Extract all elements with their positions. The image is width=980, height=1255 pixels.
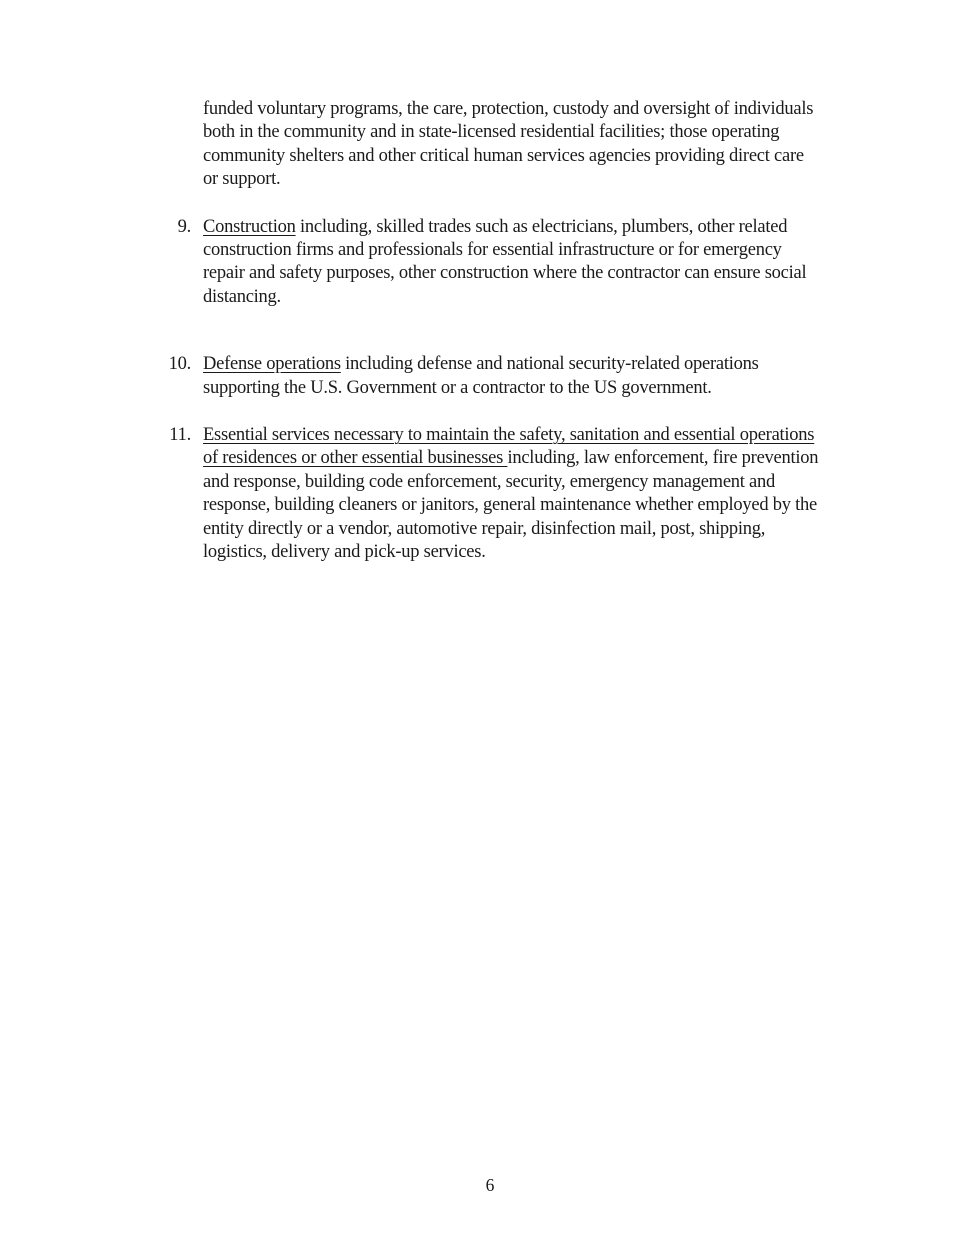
page-number: 6 (485, 1175, 495, 1195)
text-line (203, 121, 903, 144)
text-segment: construction firms and professionals for essential infrastructure or for emergency (203, 240, 782, 261)
underlined-text: Defense operations (203, 354, 341, 375)
intro-paragraph (203, 98, 903, 192)
text-segment: logistics, delivery and pick-up services. (203, 542, 486, 563)
text-line (203, 168, 903, 191)
text-line (203, 353, 903, 376)
text-line (203, 286, 903, 309)
text-segment: entity directly or a vendor, automotive repair, disinfection mail, post, shipping, (203, 518, 766, 539)
list-item-number: 9. (177, 216, 191, 237)
text-segment: or support. (203, 169, 281, 190)
text-line (203, 494, 903, 517)
text-line (203, 471, 903, 494)
text-line (203, 541, 903, 564)
text-line (203, 424, 903, 447)
text-line (203, 518, 903, 541)
text-segment: including defense and national security-related operations (340, 354, 759, 375)
text-segment: funded voluntary programs, the care, protection, custody and oversight of individuals (203, 99, 814, 119)
text-line (203, 377, 903, 400)
text-line (203, 145, 903, 168)
text-line (203, 262, 903, 285)
list-item-number: 11. (169, 425, 191, 446)
text-line (203, 447, 903, 470)
text-line (203, 98, 903, 121)
text-segment: supporting the U.S. Government or a contractor to the US government. (203, 377, 712, 398)
text-line (203, 239, 903, 262)
underlined-text: Essential services necessary to maintain the safety, sanitation and essential operations (203, 425, 815, 446)
text-segment: community shelters and other critical human services agencies providing direct care (203, 145, 804, 166)
text-segment: and response, building code enforcement, security, emergency management and (203, 471, 776, 492)
text-segment: including, skilled trades such as electricians, plumbers, other related (295, 216, 788, 237)
text-line (203, 216, 903, 239)
underlined-text: Construction (203, 216, 296, 237)
underlined-text: of residences or other essential businesses (203, 448, 508, 469)
text-segment: both in the community and in state-licensed residential facilities; those operating (203, 122, 780, 143)
text-segment: response, building cleaners or janitors, general maintenance whether employed by the (203, 495, 817, 516)
list-item-10 (168, 353, 903, 400)
list-item-number: 10. (168, 354, 191, 375)
text-segment: repair and safety purposes, other construction where the contractor can ensure social (203, 263, 807, 284)
list-item-11 (169, 424, 903, 564)
document-body (168, 98, 903, 565)
text-segment: including, law enforcement, fire prevention (507, 448, 819, 469)
text-segment: distancing. (203, 286, 281, 307)
list-item-9 (177, 216, 903, 310)
